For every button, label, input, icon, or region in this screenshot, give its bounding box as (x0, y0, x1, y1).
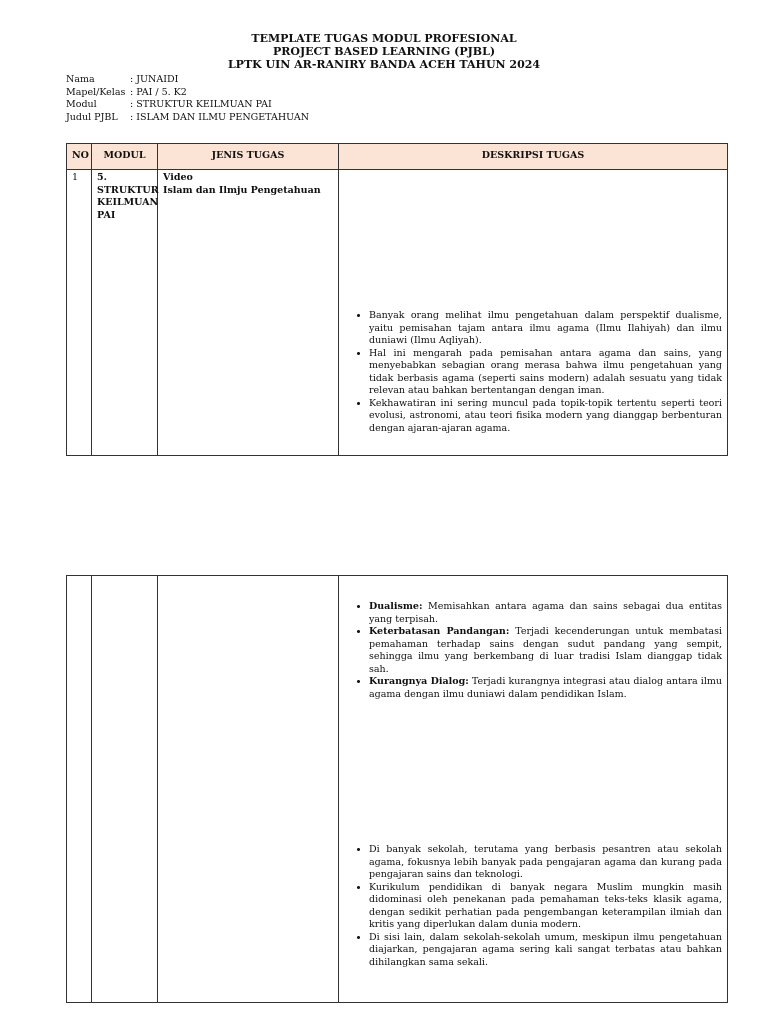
cell-modul: 5. STRUKTUR KEILMUAN PAI (92, 170, 158, 456)
cell-deskripsi (339, 170, 728, 456)
term-text: Terjadi kecenderungan untuk membatasi pemahaman terhadap sains dengan sudut pandang yang sempit, sehingga ilmu yang berkembang di luar tradisi Islam dianggap tidak sah. (369, 626, 722, 675)
meta-value: : PAI / 5. K2 (130, 86, 187, 98)
term-label: Kurangnya Dialog: (369, 676, 469, 687)
list-item (369, 601, 722, 626)
meta-label: Modul (66, 99, 97, 110)
list-item: • Kurikulum pendidikan di banyak negara Muslim mungkin masih didominasi oleh penekanan pada pemahaman teks-teks klasik agama, dengan sedikit perhatian pada pengembangan keterampilan ilmiah dan kritis yang diperlukan dalam dunia modern. (369, 882, 722, 932)
meta-value: : STRUKTUR KEILMUAN PAI (130, 99, 272, 110)
description-list (344, 844, 722, 969)
list-item: • Kekhawatiran ini sering muncul pada topik-topik tertentu seperti teori evolusi, astronomi, atau teori fisika modern yang dianggap berbenturan dengan ajaran-ajaran agama. (369, 398, 722, 436)
list-item (369, 626, 722, 676)
document-title (0, 32, 768, 71)
cell-jenis-tugas (158, 170, 339, 456)
cell-no (67, 576, 92, 1003)
task-table (66, 143, 728, 456)
meta-row-mapel (66, 87, 309, 100)
header-deskripsi-tugas: DESKRIPSI TUGAS (339, 144, 728, 170)
table-row (67, 170, 728, 456)
term-label: Dualisme: (369, 601, 423, 612)
term-label: Keterbatasan Pandangan: (369, 626, 510, 637)
header-modul: MODUL (92, 144, 158, 170)
title-line-1: TEMPLATE TUGAS MODUL PROFESIONAL (251, 32, 517, 45)
table-header-row (67, 144, 728, 170)
header-jenis-tugas: JENIS TUGAS (158, 144, 339, 170)
cell-jenis-tugas (158, 576, 339, 1003)
meta-label: Mapel/Kelas (66, 86, 126, 98)
description-list (344, 310, 722, 435)
cell-deskripsi (339, 576, 728, 1003)
cell-no: 1 (67, 170, 92, 456)
list-item: • Di banyak sekolah, terutama yang berbasis pesantren atau sekolah agama, fokusnya lebih banyak pada pengajaran agama dan kurang pada pengajaran sains dan teknologi. (369, 844, 722, 882)
identity-block (66, 74, 309, 124)
task-title: Islam dan Ilmju Pengetahuan (163, 184, 321, 196)
meta-row-judul (66, 112, 309, 125)
meta-row-modul (66, 99, 309, 112)
list-item (369, 676, 722, 701)
title-line-3: LPTK UIN AR-RANIRY BANDA ACEH TAHUN 2024 (227, 58, 541, 71)
list-item: • Di sisi lain, dalam sekolah-sekolah umum, meskipun ilmu pengetahuan diajarkan, pengajaran agama sering kali sangat terbatas atau bahkan dihilangkan sama sekali. (369, 932, 722, 970)
term-text: Memisahkan antara agama dan sains sebagai dua entitas yang terpisah. (369, 601, 722, 625)
task-table-continued (66, 575, 728, 1003)
list-item: • Banyak orang melihat ilmu pengetahuan dalam perspektif dualisme, yaitu pemisahan tajam antara ilmu agama (Ilmu Ilahiyah) dan ilmu duniawi (Ilmu Aqliyah). (369, 310, 722, 348)
meta-value: : JUNAIDI (130, 74, 179, 85)
meta-label: Judul PJBL (66, 111, 118, 123)
cell-modul (92, 576, 158, 1003)
title-line-2: PROJECT BASED LEARNING (PJBL) (272, 45, 496, 58)
meta-row-nama (66, 74, 309, 87)
list-item: • Hal ini mengarah pada pemisahan antara agama dan sains, yang menyebabkan sebagian orang merasa bahwa ilmu pengetahuan yang tidak berbasis agama (seperti sains modern) adalah sesuatu yang tidak relevan atau bahkan bertentangan dengan iman. (369, 348, 722, 398)
table-row (67, 576, 728, 1003)
meta-value: : ISLAM DAN ILMU PENGETAHUAN (130, 111, 310, 123)
header-no: NO (67, 144, 92, 170)
term-list (344, 601, 722, 701)
meta-label: Nama (66, 74, 95, 85)
term-text: Terjadi kurangnya integrasi atau dialog antara ilmu agama dengan ilmu duniawi dalam pendidikan Islam. (369, 676, 723, 700)
task-type: Video (163, 172, 193, 183)
